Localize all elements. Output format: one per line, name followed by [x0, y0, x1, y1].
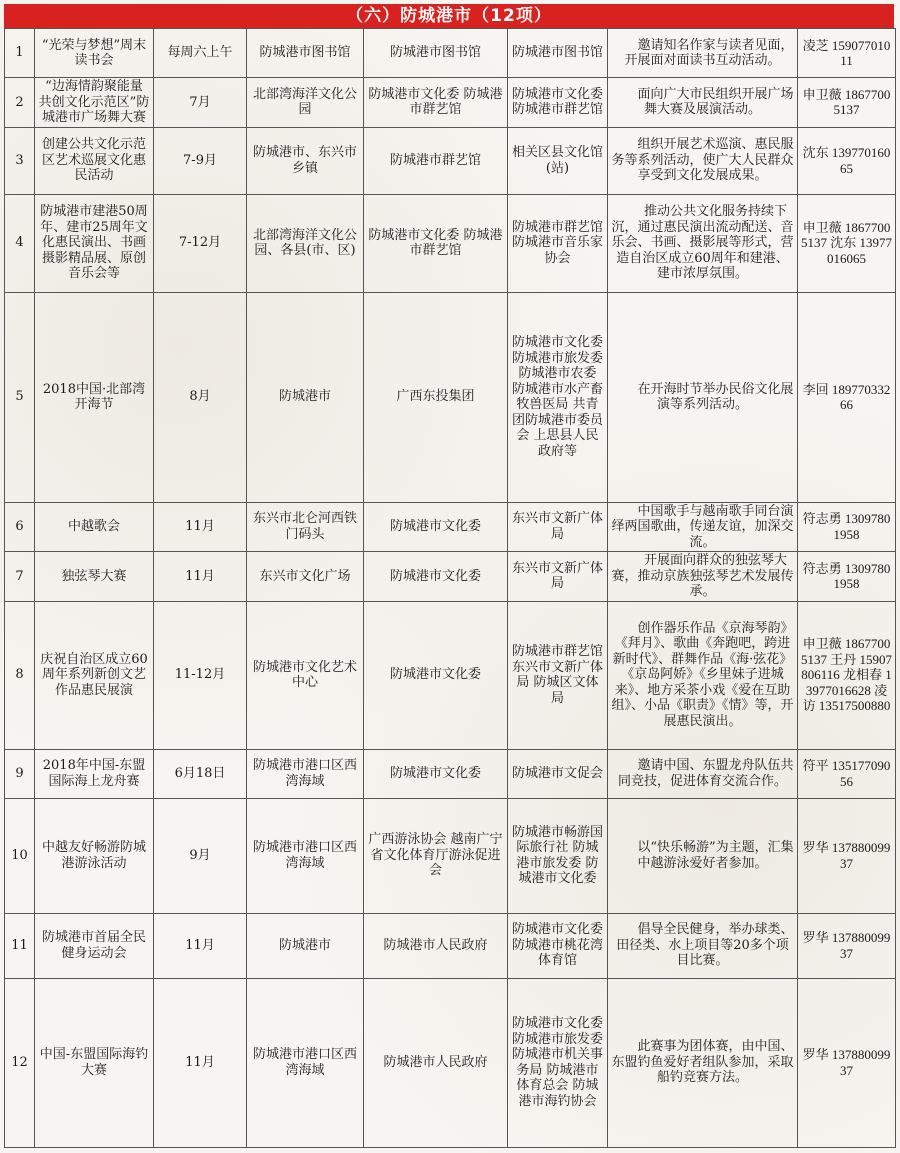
activity-organizer: 广西东投集团 [364, 292, 508, 502]
activity-content: 开展面向群众的独弦琴大赛，推动京族独弦琴艺术发展传承。 [608, 552, 798, 602]
activity-content: 中国歌手与越南歌手同台演绎两国歌曲，传递友谊，加深交流。 [608, 502, 798, 552]
activity-executor: 东兴市文新广体局 [508, 552, 608, 602]
activity-name: “边海情韵聚能量 共创文化示范区”防城港市广场舞大赛 [35, 78, 154, 128]
activity-name: 中越歌会 [35, 502, 154, 552]
table-row [5, 978, 896, 1147]
table-row [5, 29, 896, 78]
table-row [5, 502, 896, 552]
table-row [5, 552, 896, 602]
activity-organizer: 防城港市文化委 [364, 552, 508, 602]
activity-place: 防城港市、东兴市乡镇 [247, 127, 364, 194]
activity-time: 11月 [154, 552, 247, 602]
activity-name: 庆祝自治区成立60周年系列新创文艺作品惠民展演 [35, 601, 154, 749]
activity-time: 7月 [154, 78, 247, 128]
activity-contact: 李回 18977033266 [798, 292, 896, 502]
activity-place: 北部湾海洋文化公园、各县(市、区) [247, 194, 364, 292]
activity-executor: 防城港市文化委 防城港市旅发委 防城港市机关事务局 防城港市体育总会 防城港市海钓协会 [508, 978, 608, 1147]
row-number: 9 [5, 749, 35, 798]
activity-contact: 申卫薇 18677005137 王丹 15907806116 龙相春 13977016628 凌 访 13517500880 [798, 601, 896, 749]
activity-organizer: 防城港市群艺馆 [364, 127, 508, 194]
activity-organizer: 防城港市文化委 防城港市群艺馆 [364, 194, 508, 292]
activity-executor: 防城港市文化委 防城港市旅发委 防城港市农委 防城港市水产畜牧兽医局 共青团防城港市委员会 上思县人民政府等 [508, 292, 608, 502]
activity-place: 东兴市北仑河西铁门码头 [247, 502, 364, 552]
activity-place: 防城港市港口区西湾海域 [247, 978, 364, 1147]
activity-time: 8月 [154, 292, 247, 502]
activity-time: 7-9月 [154, 127, 247, 194]
activity-contact: 符志勇 13097801958 [798, 552, 896, 602]
row-number: 4 [5, 194, 35, 292]
activity-content: 创作器乐作品《京海琴韵》《拜月》、歌曲《奔跑吧，跨进新时代》、群舞作品《海·弦花》《京岛阿娇》《乡里妹子进城来》、地方采茶小戏《爱在互助组》、小品《职责》《情》等，开展惠民演出。 [608, 601, 798, 749]
activity-contact: 罗华 13788009937 [798, 798, 896, 913]
activity-content: 面向广大市民组织开展广场舞大赛及展演活动。 [608, 78, 798, 128]
activity-contact: 罗华 13788009937 [798, 913, 896, 978]
table-row [5, 749, 896, 798]
activity-time: 11月 [154, 978, 247, 1147]
activity-place: 防城港市文化艺术中心 [247, 601, 364, 749]
activity-content: 邀请知名作家与读者见面，开展面对面读书互动活动。 [608, 29, 798, 78]
activity-name: 2018中国·北部湾开海节 [35, 292, 154, 502]
row-number: 6 [5, 502, 35, 552]
activity-time: 11-12月 [154, 601, 247, 749]
activity-executor: 东兴市文新广体局 [508, 502, 608, 552]
row-number: 5 [5, 292, 35, 502]
activity-name: 2018年中国-东盟国际海上龙舟赛 [35, 749, 154, 798]
row-number: 8 [5, 601, 35, 749]
activity-organizer: 防城港市图书馆 [364, 29, 508, 78]
row-number: 7 [5, 552, 35, 602]
row-number: 12 [5, 978, 35, 1147]
activity-executor: 防城港市畅游国际旅行社 防城港市旅发委 防城港市文化委 [508, 798, 608, 913]
activity-executor: 防城港市文促会 [508, 749, 608, 798]
activity-content: 在开海时节举办民俗文化展演等系列活动。 [608, 292, 798, 502]
table-row [5, 601, 896, 749]
activity-organizer: 防城港市文化委 [364, 749, 508, 798]
activity-name: 防城港市首届全民健身运动会 [35, 913, 154, 978]
row-number: 10 [5, 798, 35, 913]
activity-organizer: 防城港市人民政府 [364, 913, 508, 978]
row-number: 1 [5, 29, 35, 78]
activity-executor: 防城港市群艺馆 防城港市音乐家协会 [508, 194, 608, 292]
activity-executor: 相关区县文化馆(站) [508, 127, 608, 194]
activity-place: 防城港市 [247, 913, 364, 978]
table-row [5, 194, 896, 292]
activity-executor: 防城港市图书馆 [508, 29, 608, 78]
activity-place: 防城港市图书馆 [247, 29, 364, 78]
activity-organizer: 防城港市人民政府 [364, 978, 508, 1147]
table-row [5, 292, 896, 502]
table-row [5, 913, 896, 978]
table-row [5, 798, 896, 913]
activity-time: 11月 [154, 913, 247, 978]
activity-time: 9月 [154, 798, 247, 913]
activity-name: “光荣与梦想”周末读书会 [35, 29, 154, 78]
activity-table [4, 28, 896, 1148]
activity-organizer: 防城港市文化委 [364, 601, 508, 749]
activity-organizer: 防城港市文化委 防城港市群艺馆 [364, 78, 508, 128]
activity-content: 推动公共文化服务持续下沉，通过惠民演出流动配送、音乐会、书画、摄影展等形式，营造自治区成立60周年和建港、建市浓厚氛围。 [608, 194, 798, 292]
activity-contact: 申卫薇 18677005137 [798, 78, 896, 128]
activity-contact: 符平 13517709056 [798, 749, 896, 798]
activity-place: 防城港市 [247, 292, 364, 502]
activity-name: 独弦琴大赛 [35, 552, 154, 602]
activity-time: 6月18日 [154, 749, 247, 798]
activity-place: 北部湾海洋文化公园 [247, 78, 364, 128]
activity-contact: 符志勇 13097801958 [798, 502, 896, 552]
table-row [5, 78, 896, 128]
row-number: 11 [5, 913, 35, 978]
activity-executor: 防城港市群艺馆 东兴市文新广体局 防城区文体局 [508, 601, 608, 749]
activity-content: 邀请中国、东盟龙舟队伍共同竞技，促进体育交流合作。 [608, 749, 798, 798]
row-number: 2 [5, 78, 35, 128]
activity-time: 每周六上午 [154, 29, 247, 78]
activity-contact: 沈东 13977016065 [798, 127, 896, 194]
activity-place: 东兴市文化广场 [247, 552, 364, 602]
activity-content: 组织开展艺术巡演、惠民服务等系列活动，使广大人民群众享受到文化发展成果。 [608, 127, 798, 194]
activity-content: 以“快乐畅游”为主题，汇集中越游泳爱好者参加。 [608, 798, 798, 913]
activity-place: 防城港市港口区西湾海域 [247, 749, 364, 798]
activity-content: 倡导全民健身，举办球类、田径类、水上项目等20多个项目比赛。 [608, 913, 798, 978]
activity-place: 防城港市港口区西湾海域 [247, 798, 364, 913]
activity-executor: 防城港市文化委 防城港市群艺馆 [508, 78, 608, 128]
activity-name: 创建公共文化示范区艺术巡展文化惠民活动 [35, 127, 154, 194]
row-number: 3 [5, 127, 35, 194]
activity-organizer: 防城港市文化委 [364, 502, 508, 552]
activity-contact: 凌芝 15907701011 [798, 29, 896, 78]
activity-name: 中国-东盟国际海钓大赛 [35, 978, 154, 1147]
activity-time: 11月 [154, 502, 247, 552]
activity-content: 此赛事为团体赛，由中国、东盟钓鱼爱好者组队参加，采取船钓竞赛方法。 [608, 978, 798, 1147]
activity-contact: 罗华 13788009937 [798, 978, 896, 1147]
section-title: （六）防城港市（12项） [4, 4, 894, 28]
activity-contact: 申卫薇 18677005137 沈东 13977016065 [798, 194, 896, 292]
activity-organizer: 广西游泳协会 越南广宁省文化体育厅游泳促进会 [364, 798, 508, 913]
activity-name: 中越友好畅游防城港游泳活动 [35, 798, 154, 913]
activity-name: 防城港市建港50周年、建市25周年文化惠民演出、书画摄影精品展、原创音乐会等 [35, 194, 154, 292]
activity-executor: 防城港市文化委 防城港市桃花湾体育馆 [508, 913, 608, 978]
table-row [5, 127, 896, 194]
activity-time: 7-12月 [154, 194, 247, 292]
